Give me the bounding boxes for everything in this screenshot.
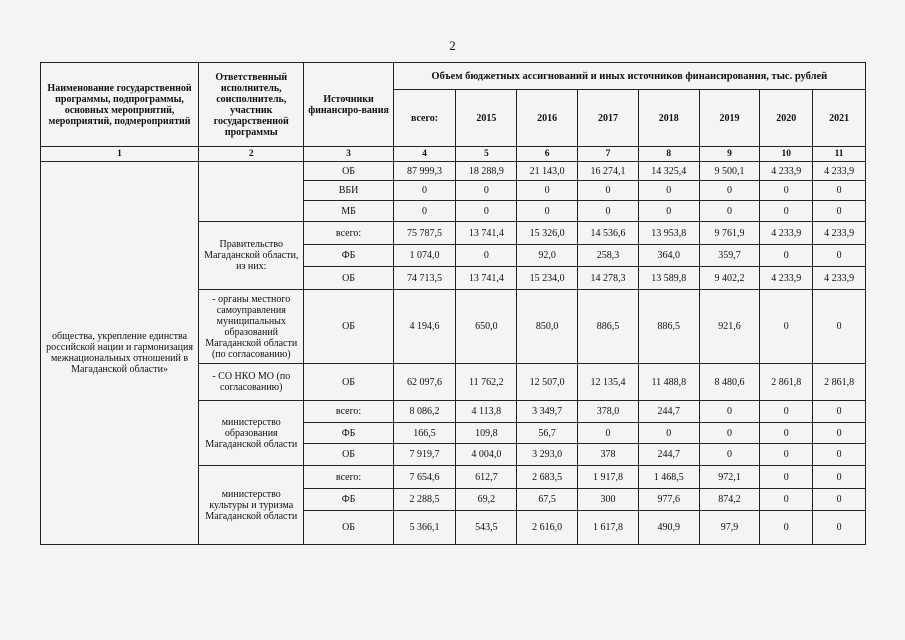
year-value-cell: 0 [813,245,866,267]
year-value-cell: 0 [813,466,866,489]
year-value-cell: 92,0 [517,245,578,267]
year-value-cell: 4 233,9 [813,222,866,245]
program-name-cell: общества, укрепление единства российской нации и гармонизация межнациональных отношений в Магаданской области» [41,162,199,545]
year-value-cell: 0 [813,511,866,545]
year-value-cell: 0 [638,181,699,201]
year-value-cell: 886,5 [578,290,639,364]
year-value-cell: 0 [760,290,813,364]
executor-cell: министерство образования Магаданской области [199,401,304,466]
year-value-cell: 0 [760,401,813,423]
year-value-cell: 0 [578,181,639,201]
column-number: 9 [699,147,760,162]
total-value-cell: 8 086,2 [393,401,456,423]
year-value-cell: 650,0 [456,290,517,364]
year-value-cell: 244,7 [638,401,699,423]
year-value-cell: 12 507,0 [517,364,578,401]
year-value-cell: 1 617,8 [578,511,639,545]
year-value-cell: 0 [760,466,813,489]
year-value-cell: 56,7 [517,423,578,444]
budget-table-body [41,162,866,545]
header-sources: Источники финансиро-вания [304,63,393,147]
total-value-cell: 1 074,0 [393,245,456,267]
source-cell: ФБ [304,423,393,444]
source-cell: всего: [304,222,393,245]
year-value-cell: 0 [638,423,699,444]
year-value-cell: 4 113,8 [456,401,517,423]
executor-cell: - СО НКО МО (по согласованию) [199,364,304,401]
year-value-cell: 11 762,2 [456,364,517,401]
total-value-cell: 5 366,1 [393,511,456,545]
year-value-cell: 15 234,0 [517,267,578,290]
year-value-cell: 300 [578,489,639,511]
year-value-cell: 0 [813,401,866,423]
year-value-cell: 0 [813,201,866,222]
year-value-cell: 13 953,8 [638,222,699,245]
year-value-cell: 2 861,8 [760,364,813,401]
executor-cell: - органы местного самоуправления муниципальных образований Магаданской области (по согласованию) [199,290,304,364]
column-number: 7 [578,147,639,162]
source-cell: ФБ [304,245,393,267]
total-value-cell: 75 787,5 [393,222,456,245]
year-value-cell: 2 861,8 [813,364,866,401]
header-year: 2017 [578,90,639,147]
column-number: 8 [638,147,699,162]
year-value-cell: 67,5 [517,489,578,511]
year-value-cell: 0 [699,181,760,201]
year-value-cell: 11 488,8 [638,364,699,401]
year-value-cell: 8 480,6 [699,364,760,401]
year-value-cell: 13 741,4 [456,222,517,245]
year-value-cell: 378 [578,444,639,466]
year-value-cell: 1 468,5 [638,466,699,489]
header-year: 2020 [760,90,813,147]
year-value-cell: 0 [517,201,578,222]
total-value-cell: 7 654,6 [393,466,456,489]
column-number: 1 [41,147,199,162]
total-value-cell: 0 [393,181,456,201]
total-value-cell: 166,5 [393,423,456,444]
header-executor: Ответственный исполнитель, соисполнитель, участник государственной программы [199,63,304,147]
total-value-cell: 87 999,3 [393,162,456,181]
year-value-cell: 359,7 [699,245,760,267]
year-value-cell: 850,0 [517,290,578,364]
year-value-cell: 3 349,7 [517,401,578,423]
year-value-cell: 4 233,9 [760,222,813,245]
year-value-cell: 0 [813,444,866,466]
year-value-cell: 0 [760,181,813,201]
year-value-cell: 258,3 [578,245,639,267]
year-value-cell: 13 589,8 [638,267,699,290]
year-value-cell: 0 [699,423,760,444]
year-value-cell: 0 [813,181,866,201]
year-value-cell: 13 741,4 [456,267,517,290]
year-value-cell: 0 [813,423,866,444]
year-value-cell: 0 [517,181,578,201]
header-year: 2018 [638,90,699,147]
year-value-cell: 0 [813,290,866,364]
year-value-cell: 4 004,0 [456,444,517,466]
year-value-cell: 16 274,1 [578,162,639,181]
source-cell: ОБ [304,290,393,364]
header-budget-volume: Объем бюджетных ассигнований и иных источников финансирования, тыс. рублей [393,63,865,90]
year-value-cell: 0 [699,444,760,466]
year-value-cell: 69,2 [456,489,517,511]
column-number-row [41,147,866,162]
source-cell: всего: [304,466,393,489]
year-value-cell: 4 233,9 [760,162,813,181]
year-value-cell: 15 326,0 [517,222,578,245]
total-value-cell: 2 288,5 [393,489,456,511]
header-year: 2021 [813,90,866,147]
year-value-cell: 9 761,9 [699,222,760,245]
source-cell: ОБ [304,267,393,290]
column-number: 10 [760,147,813,162]
year-value-cell: 0 [699,401,760,423]
year-value-cell: 0 [578,201,639,222]
source-cell: ВБИ [304,181,393,201]
year-value-cell: 364,0 [638,245,699,267]
header-year: 2015 [456,90,517,147]
executor-cell: Правительство Магаданской области, из них: [199,222,304,290]
year-value-cell: 4 233,9 [813,162,866,181]
year-value-cell: 109,8 [456,423,517,444]
total-value-cell: 74 713,5 [393,267,456,290]
total-value-cell: 7 919,7 [393,444,456,466]
source-cell: всего: [304,401,393,423]
year-value-cell: 4 233,9 [760,267,813,290]
year-value-cell: 921,6 [699,290,760,364]
year-value-cell: 0 [760,489,813,511]
table-row [41,162,866,181]
year-value-cell: 0 [760,201,813,222]
year-value-cell: 14 278,3 [578,267,639,290]
year-value-cell: 0 [638,201,699,222]
year-value-cell: 612,7 [456,466,517,489]
year-value-cell: 543,5 [456,511,517,545]
year-value-cell: 977,6 [638,489,699,511]
year-value-cell: 9 500,1 [699,162,760,181]
total-value-cell: 62 097,6 [393,364,456,401]
source-cell: ОБ [304,444,393,466]
year-value-cell: 0 [760,423,813,444]
year-value-cell: 0 [813,489,866,511]
year-value-cell: 2 683,5 [517,466,578,489]
year-value-cell: 14 536,6 [578,222,639,245]
column-number: 11 [813,147,866,162]
column-number: 2 [199,147,304,162]
column-number: 6 [517,147,578,162]
year-value-cell: 0 [456,181,517,201]
year-value-cell: 0 [456,201,517,222]
year-value-cell: 14 325,4 [638,162,699,181]
executor-cell: министерство культуры и туризма Магаданской области [199,466,304,545]
column-number: 4 [393,147,456,162]
year-value-cell: 9 402,2 [699,267,760,290]
header-program-name: Наименование государственной программы, подпрограммы, основных мероприятий, мероприятий, подмероприятий [41,63,199,147]
total-value-cell: 4 194,6 [393,290,456,364]
budget-table [40,62,866,545]
year-value-cell: 972,1 [699,466,760,489]
column-number: 5 [456,147,517,162]
year-value-cell: 874,2 [699,489,760,511]
year-value-cell: 18 288,9 [456,162,517,181]
source-cell: МБ [304,201,393,222]
column-number: 3 [304,147,393,162]
year-value-cell: 0 [760,245,813,267]
source-cell: ОБ [304,511,393,545]
year-value-cell: 378,0 [578,401,639,423]
year-value-cell: 0 [699,201,760,222]
year-value-cell: 886,5 [638,290,699,364]
year-value-cell: 4 233,9 [813,267,866,290]
page-number: 2 [449,38,456,53]
year-value-cell: 21 143,0 [517,162,578,181]
header-year: 2019 [699,90,760,147]
year-value-cell: 0 [760,511,813,545]
year-value-cell: 97,9 [699,511,760,545]
year-value-cell: 3 293,0 [517,444,578,466]
year-value-cell: 12 135,4 [578,364,639,401]
header-year: 2016 [517,90,578,147]
header-total: всего: [393,90,456,147]
year-value-cell: 2 616,0 [517,511,578,545]
source-cell: ФБ [304,489,393,511]
year-value-cell: 244,7 [638,444,699,466]
year-value-cell: 1 917,8 [578,466,639,489]
year-value-cell: 490,9 [638,511,699,545]
year-value-cell: 0 [456,245,517,267]
year-value-cell: 0 [760,444,813,466]
total-value-cell: 0 [393,201,456,222]
source-cell: ОБ [304,364,393,401]
source-cell: ОБ [304,162,393,181]
year-value-cell: 0 [578,423,639,444]
executor-cell [199,162,304,222]
